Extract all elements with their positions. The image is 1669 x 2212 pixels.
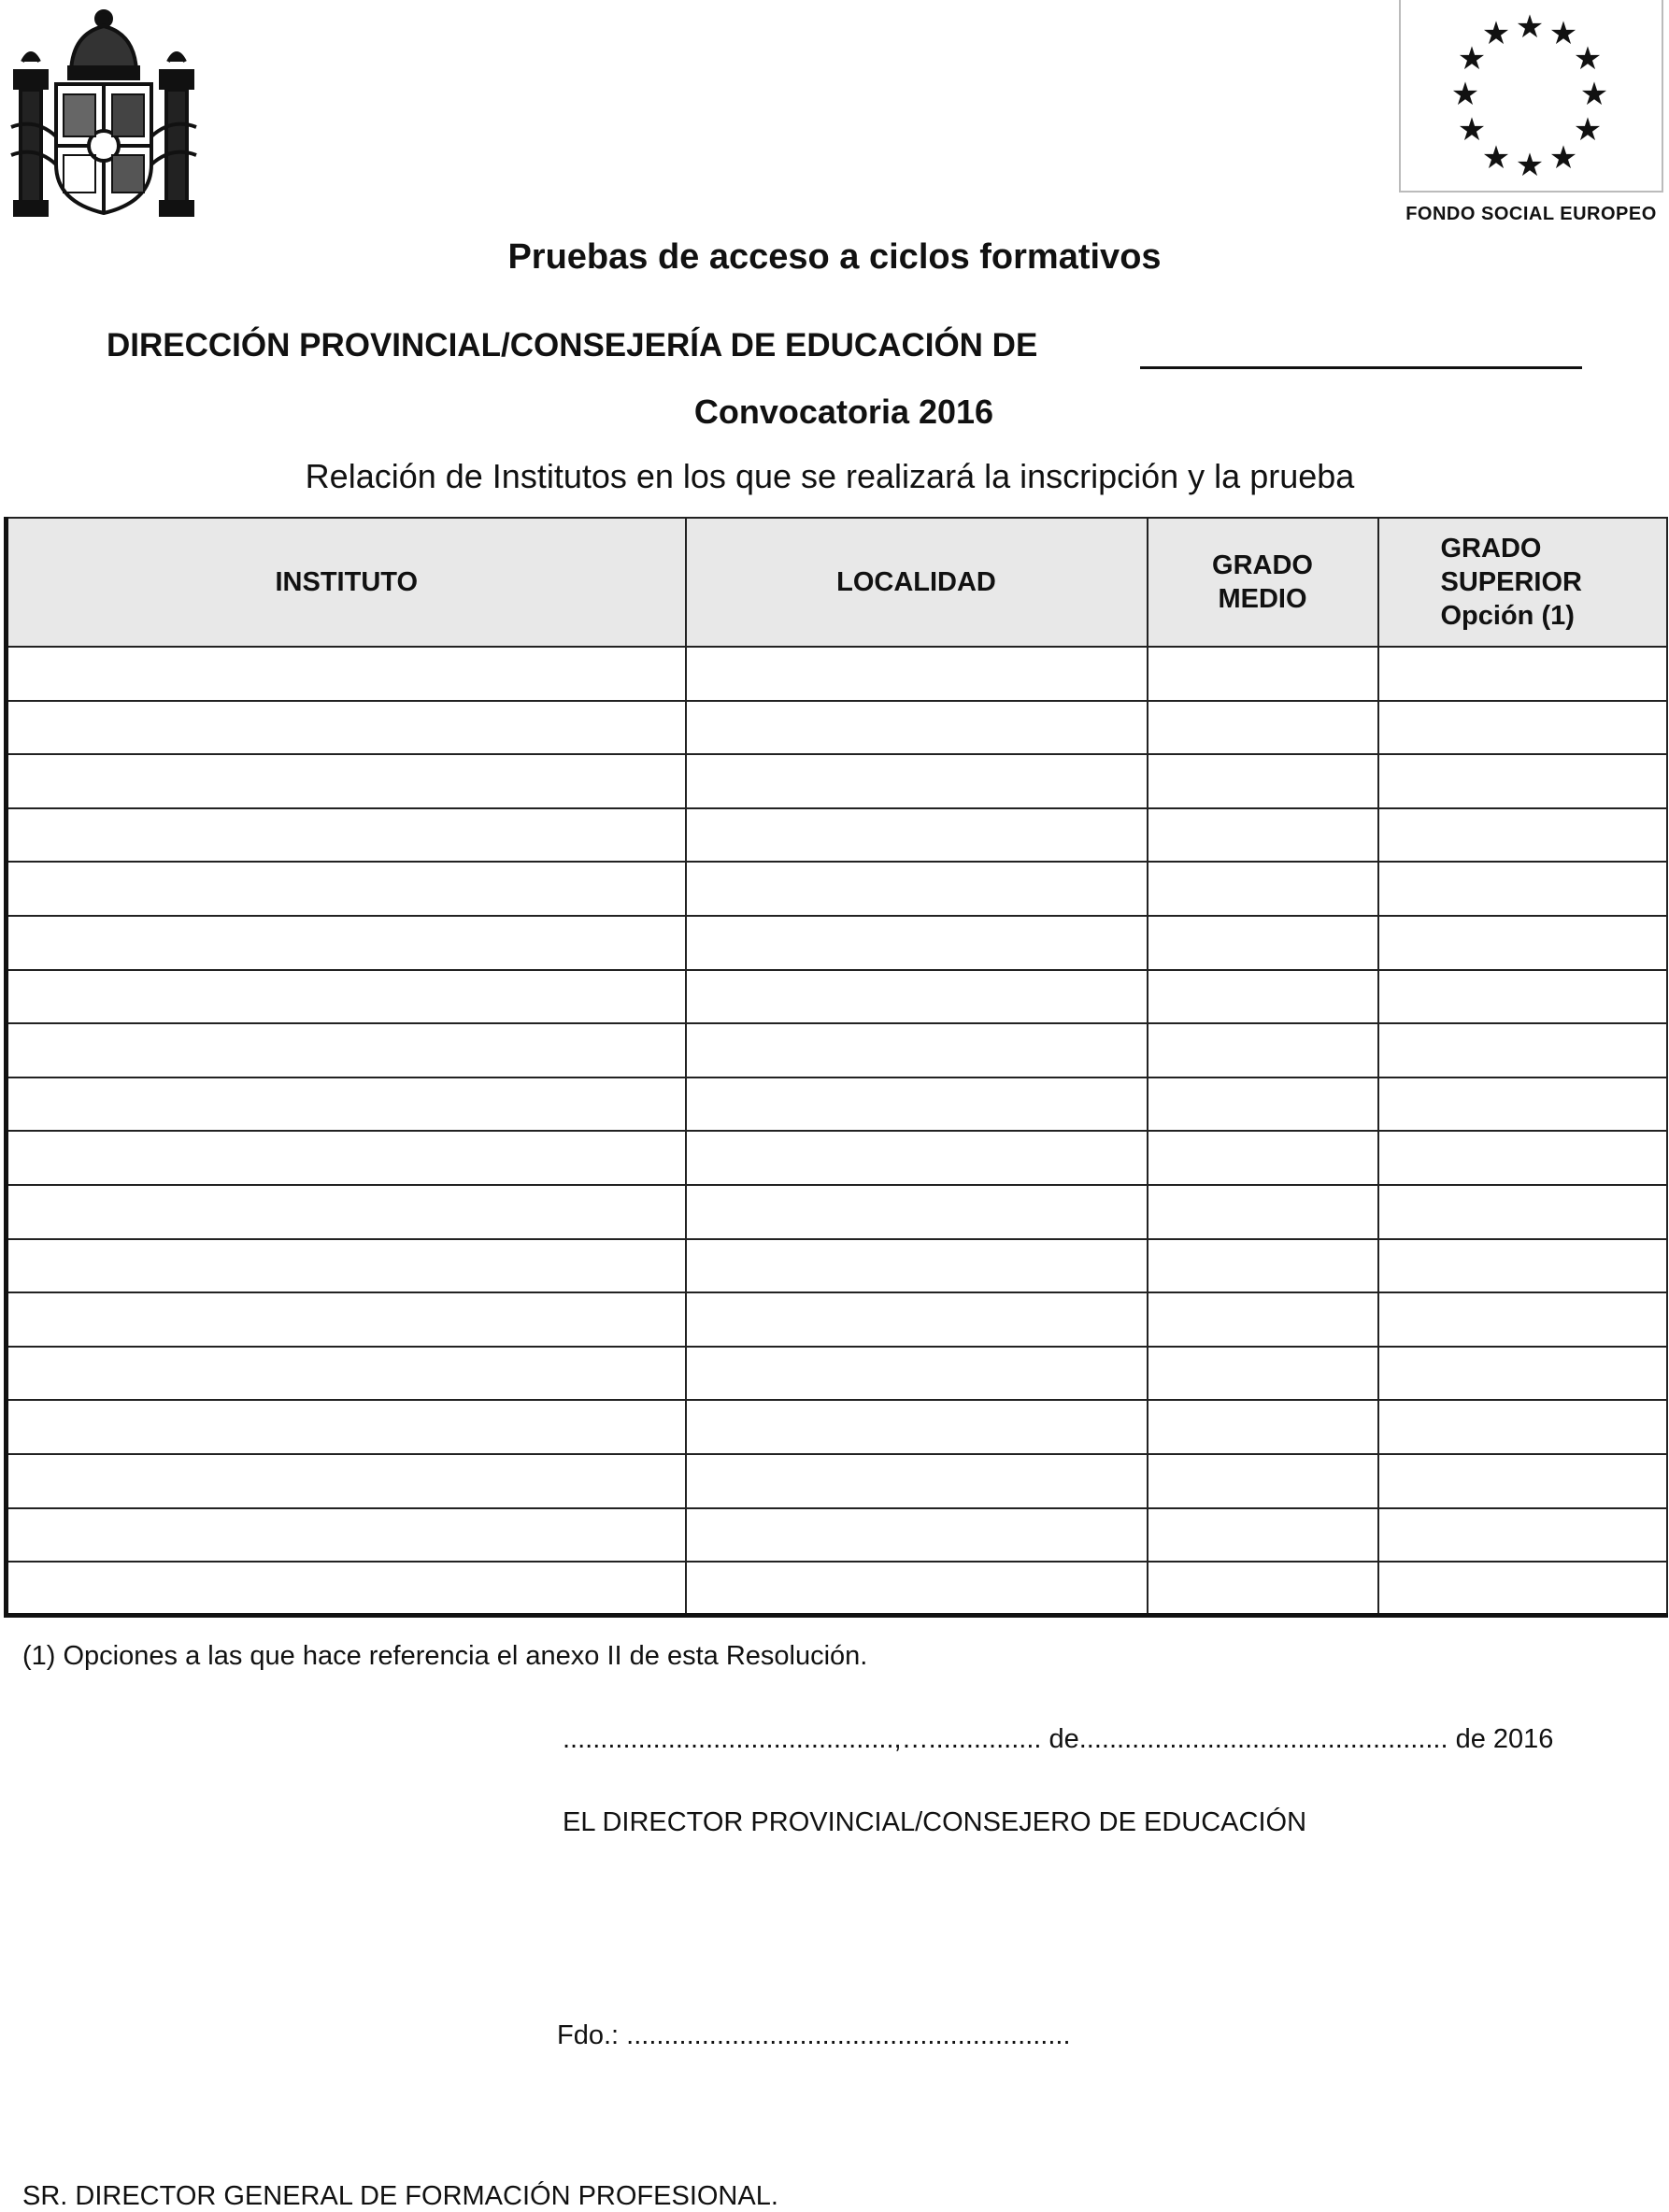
cell-grado-medio[interactable] bbox=[1148, 1131, 1378, 1185]
table-row bbox=[7, 1185, 1667, 1239]
cell-instituto[interactable] bbox=[7, 1508, 686, 1563]
col-header-instituto: INSTITUTO bbox=[7, 518, 686, 647]
cell-localidad[interactable] bbox=[686, 1562, 1148, 1616]
cell-localidad[interactable] bbox=[686, 916, 1148, 970]
table-row bbox=[7, 916, 1667, 970]
table-row bbox=[7, 1508, 1667, 1563]
table-row bbox=[7, 701, 1667, 755]
direccion-fill-line[interactable] bbox=[1140, 366, 1582, 369]
svg-text:★: ★ bbox=[1548, 15, 1578, 52]
table-row bbox=[7, 1023, 1667, 1077]
cell-grado-superior[interactable] bbox=[1378, 701, 1667, 755]
col-header-grado-superior-line2: SUPERIOR bbox=[1440, 567, 1582, 597]
table-header-row bbox=[7, 518, 1667, 647]
cell-grado-medio[interactable] bbox=[1148, 970, 1378, 1024]
cell-instituto[interactable] bbox=[7, 808, 686, 863]
svg-text:★: ★ bbox=[1450, 76, 1480, 113]
svg-text:★: ★ bbox=[1573, 40, 1603, 78]
director-title: EL DIRECTOR PROVINCIAL/CONSEJERO DE EDUCACIÓN bbox=[563, 1807, 1307, 1837]
cell-instituto[interactable] bbox=[7, 1347, 686, 1401]
cell-instituto[interactable] bbox=[7, 916, 686, 970]
cell-grado-superior[interactable] bbox=[1378, 1185, 1667, 1239]
eu-caption: FONDO SOCIAL EUROPEO bbox=[1405, 204, 1657, 224]
cell-grado-superior[interactable] bbox=[1378, 970, 1667, 1024]
relacion-subtitle: Relación de Institutos en los que se realizará la inscripción y la prueba bbox=[305, 457, 1355, 495]
cell-grado-superior[interactable] bbox=[1378, 1239, 1667, 1293]
cell-instituto[interactable] bbox=[7, 1239, 686, 1293]
table-row bbox=[7, 1454, 1667, 1508]
col-header-localidad: LOCALIDAD bbox=[686, 518, 1148, 647]
cell-instituto[interactable] bbox=[7, 1562, 686, 1616]
col-header-grado-medio-line2: MEDIO bbox=[1218, 584, 1307, 614]
cell-localidad[interactable] bbox=[686, 862, 1148, 916]
col-header-grado-medio-line1: GRADO bbox=[1212, 550, 1313, 580]
svg-text:★: ★ bbox=[1481, 139, 1511, 177]
table-row bbox=[7, 647, 1667, 701]
svg-text:★: ★ bbox=[1457, 111, 1487, 149]
spain-coat-of-arms-logo bbox=[7, 6, 200, 222]
table-row bbox=[7, 1347, 1667, 1401]
cell-grado-medio[interactable] bbox=[1148, 1239, 1378, 1293]
cell-grado-medio[interactable] bbox=[1148, 1508, 1378, 1563]
cell-grado-superior[interactable] bbox=[1378, 647, 1667, 701]
table-row bbox=[7, 1562, 1667, 1616]
cell-grado-medio[interactable] bbox=[1148, 647, 1378, 701]
table-row bbox=[7, 754, 1667, 808]
svg-text:★: ★ bbox=[1573, 111, 1603, 149]
footnote: (1) Opciones a las que hace referencia el anexo II de esta Resolución. bbox=[22, 1641, 868, 1671]
cell-grado-superior[interactable] bbox=[1378, 754, 1667, 808]
cell-grado-medio[interactable] bbox=[1148, 1023, 1378, 1077]
cell-localidad[interactable] bbox=[686, 1239, 1148, 1293]
cell-grado-superior[interactable] bbox=[1378, 808, 1667, 863]
cell-localidad[interactable] bbox=[686, 647, 1148, 701]
cell-localidad[interactable] bbox=[686, 1023, 1148, 1077]
cell-grado-medio[interactable] bbox=[1148, 1562, 1378, 1616]
table-row bbox=[7, 808, 1667, 863]
cell-grado-superior[interactable] bbox=[1378, 1292, 1667, 1347]
cell-localidad[interactable] bbox=[686, 1185, 1148, 1239]
cell-grado-superior[interactable] bbox=[1378, 862, 1667, 916]
cell-instituto[interactable] bbox=[7, 1454, 686, 1508]
cell-grado-superior[interactable] bbox=[1378, 1508, 1667, 1563]
cell-localidad[interactable] bbox=[686, 754, 1148, 808]
cell-grado-medio[interactable] bbox=[1148, 701, 1378, 755]
cell-grado-medio[interactable] bbox=[1148, 1077, 1378, 1132]
col-header-grado-superior bbox=[1378, 518, 1667, 647]
date-fill-line[interactable]: ............................................,…............... de................................................. de 2016 bbox=[563, 1724, 1554, 1754]
cell-grado-superior[interactable] bbox=[1378, 1131, 1667, 1185]
cell-grado-superior[interactable] bbox=[1378, 1454, 1667, 1508]
cell-grado-medio[interactable] bbox=[1148, 1400, 1378, 1454]
cell-grado-superior[interactable] bbox=[1378, 1347, 1667, 1401]
col-header-grado-superior-line1: GRADO bbox=[1440, 534, 1542, 564]
direccion-label: DIRECCIÓN PROVINCIAL/CONSEJERÍA DE EDUCACIÓN DE bbox=[107, 327, 1038, 364]
cell-localidad[interactable] bbox=[686, 808, 1148, 863]
svg-text:★: ★ bbox=[1515, 147, 1545, 184]
svg-text:★: ★ bbox=[1579, 76, 1609, 113]
svg-text:★: ★ bbox=[1457, 40, 1487, 78]
col-header-grado-superior-line3: Opción (1) bbox=[1440, 601, 1575, 631]
cell-localidad[interactable] bbox=[686, 970, 1148, 1024]
cell-grado-superior[interactable] bbox=[1378, 1562, 1667, 1616]
cell-grado-medio[interactable] bbox=[1148, 916, 1378, 970]
cell-instituto[interactable] bbox=[7, 754, 686, 808]
cell-localidad[interactable] bbox=[686, 701, 1148, 755]
table-row bbox=[7, 862, 1667, 916]
cell-grado-medio[interactable] bbox=[1148, 1454, 1378, 1508]
cell-localidad[interactable] bbox=[686, 1077, 1148, 1132]
eu-stars-icon bbox=[1401, 0, 1662, 191]
cell-instituto[interactable] bbox=[7, 647, 686, 701]
convocatoria-heading: Convocatoria 2016 bbox=[693, 392, 994, 431]
cell-instituto[interactable] bbox=[7, 1077, 686, 1132]
table-row bbox=[7, 970, 1667, 1024]
cell-grado-medio[interactable] bbox=[1148, 1347, 1378, 1401]
cell-grado-superior[interactable] bbox=[1378, 1077, 1667, 1132]
cell-grado-medio[interactable] bbox=[1148, 808, 1378, 863]
cell-instituto[interactable] bbox=[7, 970, 686, 1024]
cell-instituto[interactable] bbox=[7, 1292, 686, 1347]
cell-grado-superior[interactable] bbox=[1378, 916, 1667, 970]
cell-grado-medio[interactable] bbox=[1148, 1185, 1378, 1239]
col-header-grado-medio bbox=[1148, 518, 1378, 647]
table-row bbox=[7, 1077, 1667, 1132]
cell-instituto[interactable] bbox=[7, 1185, 686, 1239]
table-body bbox=[7, 647, 1667, 1616]
cell-instituto[interactable] bbox=[7, 701, 686, 755]
recipient-line: SR. DIRECTOR GENERAL DE FORMACIÓN PROFESIONAL. bbox=[22, 2181, 778, 2211]
cell-instituto[interactable] bbox=[7, 1400, 686, 1454]
cell-grado-superior[interactable] bbox=[1378, 1023, 1667, 1077]
cell-localidad[interactable] bbox=[686, 1131, 1148, 1185]
eu-flag-logo bbox=[1399, 0, 1663, 193]
cell-instituto[interactable] bbox=[7, 862, 686, 916]
cell-grado-medio[interactable] bbox=[1148, 754, 1378, 808]
page-title: Pruebas de acceso a ciclos formativos bbox=[507, 237, 1162, 277]
svg-text:★: ★ bbox=[1481, 15, 1511, 52]
cell-instituto[interactable] bbox=[7, 1131, 686, 1185]
institutos-table bbox=[4, 517, 1664, 1620]
svg-text:★: ★ bbox=[1548, 139, 1578, 177]
cell-grado-superior[interactable] bbox=[1378, 1400, 1667, 1454]
cell-grado-medio[interactable] bbox=[1148, 862, 1378, 916]
cell-instituto[interactable] bbox=[7, 1023, 686, 1077]
cell-localidad[interactable] bbox=[686, 1454, 1148, 1508]
signature-line[interactable]: Fdo.: ........................................................... bbox=[557, 2020, 1071, 2050]
cell-grado-medio[interactable] bbox=[1148, 1292, 1378, 1347]
table-row bbox=[7, 1239, 1667, 1293]
table-row bbox=[7, 1400, 1667, 1454]
svg-text:★: ★ bbox=[1515, 8, 1545, 46]
cell-localidad[interactable] bbox=[686, 1400, 1148, 1454]
cell-localidad[interactable] bbox=[686, 1508, 1148, 1563]
cell-localidad[interactable] bbox=[686, 1347, 1148, 1401]
table-row bbox=[7, 1131, 1667, 1185]
table-row bbox=[7, 1292, 1667, 1347]
cell-localidad[interactable] bbox=[686, 1292, 1148, 1347]
